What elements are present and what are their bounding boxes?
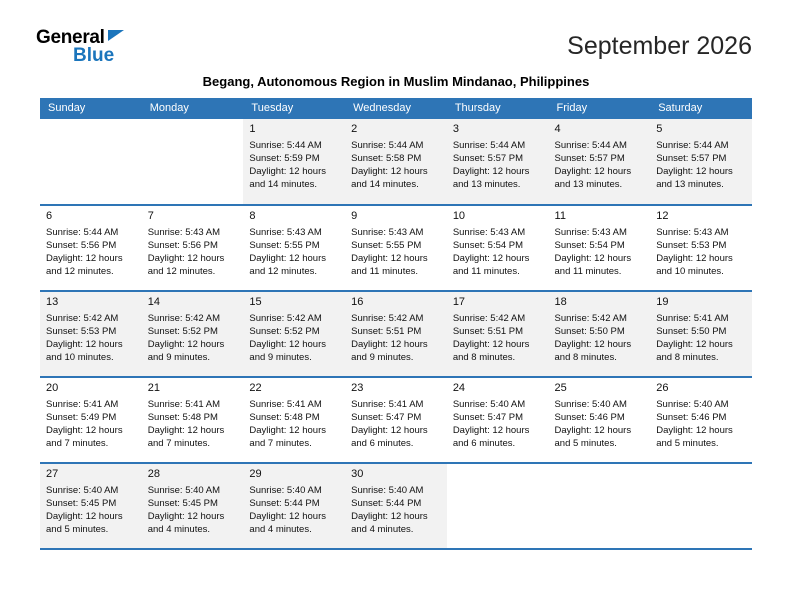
sunset-text: Sunset: 5:46 PM (554, 412, 625, 423)
weekday-sunday: Sunday (40, 98, 142, 119)
location-subtitle: Begang, Autonomous Region in Muslim Mindanao, Philippines (202, 74, 590, 89)
day-number: 2 (351, 123, 358, 135)
daylight-text: Daylight: 12 hours and 10 minutes. (656, 253, 733, 277)
weekday-tuesday: Tuesday (243, 98, 345, 119)
daylight-text: Daylight: 12 hours and 11 minutes. (554, 253, 632, 277)
sunrise-text: Sunrise: 5:40 AM (249, 485, 322, 496)
day-cell-16 (345, 291, 447, 377)
day-cell-17 (447, 291, 549, 377)
sunrise-text: Sunrise: 5:43 AM (452, 227, 526, 238)
daylight-text: Daylight: 12 hours and 7 minutes. (46, 425, 123, 449)
empty-day-cell (650, 463, 752, 549)
day-cell-28 (142, 463, 244, 549)
logo-flag-icon (108, 30, 124, 41)
day-cell-6 (40, 205, 142, 291)
sunrise-text: Sunrise: 5:42 AM (351, 313, 424, 324)
daylight-text: Daylight: 12 hours and 10 minutes. (46, 339, 123, 363)
day-number: 6 (46, 210, 53, 222)
daylight-text: Daylight: 12 hours and 14 minutes. (249, 166, 326, 190)
sunrise-text: Sunrise: 5:40 AM (351, 485, 424, 496)
day-number: 3 (452, 123, 459, 135)
logo (36, 28, 124, 65)
sunset-text: Sunset: 5:44 PM (249, 498, 320, 509)
sunset-text: Sunset: 5:57 PM (554, 153, 625, 164)
sunrise-text: Sunrise: 5:41 AM (656, 313, 729, 324)
day-cell-10 (447, 205, 549, 291)
daylight-text: Daylight: 12 hours and 13 minutes. (656, 166, 733, 190)
sunset-text: Sunset: 5:46 PM (656, 412, 727, 423)
day-number: 13 (46, 296, 59, 308)
day-cell-27 (40, 463, 142, 549)
sunrise-text: Sunrise: 5:43 AM (147, 227, 221, 238)
day-cell-29 (243, 463, 345, 549)
day-cell-15 (243, 291, 345, 377)
sunset-text: Sunset: 5:48 PM (147, 412, 218, 423)
daylight-text: Daylight: 12 hours and 5 minutes. (46, 511, 123, 535)
day-number: 4 (554, 123, 561, 135)
day-cell-23 (345, 377, 447, 463)
sunrise-text: Sunrise: 5:41 AM (147, 399, 221, 410)
day-number: 30 (351, 468, 364, 480)
sunset-text: Sunset: 5:51 PM (351, 326, 422, 337)
day-number: 22 (249, 382, 262, 394)
weekday-saturday: Saturday (650, 98, 752, 119)
sunset-text: Sunset: 5:58 PM (351, 153, 422, 164)
daylight-text: Daylight: 12 hours and 11 minutes. (452, 253, 530, 277)
sunrise-text: Sunrise: 5:40 AM (147, 485, 221, 496)
sunset-text: Sunset: 5:49 PM (46, 412, 117, 423)
sunrise-text: Sunrise: 5:40 AM (656, 399, 729, 410)
daylight-text: Daylight: 12 hours and 4 minutes. (249, 511, 326, 535)
calendar-table (40, 98, 752, 550)
sunrise-text: Sunrise: 5:42 AM (46, 313, 119, 324)
sunrise-text: Sunrise: 5:43 AM (249, 227, 322, 238)
day-number: 17 (452, 296, 466, 308)
sunset-text: Sunset: 5:57 PM (656, 153, 727, 164)
sunset-text: Sunset: 5:52 PM (147, 326, 218, 337)
weekday-monday: Monday (142, 98, 244, 119)
sunrise-text: Sunrise: 5:43 AM (554, 227, 627, 238)
day-cell-30 (345, 463, 447, 549)
day-number: 1 (249, 123, 256, 135)
sunset-text: Sunset: 5:53 PM (46, 326, 117, 337)
sunrise-text: Sunrise: 5:42 AM (554, 313, 627, 324)
daylight-text: Daylight: 12 hours and 9 minutes. (351, 339, 428, 363)
daylight-text: Daylight: 12 hours and 12 minutes. (46, 253, 123, 277)
weekday-header-row (40, 98, 752, 119)
daylight-text: Daylight: 12 hours and 14 minutes. (351, 166, 428, 190)
sunrise-text: Sunrise: 5:42 AM (452, 313, 526, 324)
day-number: 29 (249, 468, 262, 480)
sunrise-text: Sunrise: 5:44 AM (452, 140, 526, 151)
sunset-text: Sunset: 5:55 PM (249, 240, 320, 251)
day-number: 23 (351, 382, 364, 394)
daylight-text: Daylight: 12 hours and 7 minutes. (249, 425, 326, 449)
day-cell-9 (345, 205, 447, 291)
logo-text-blue: Blue (73, 45, 115, 66)
day-cell-2 (345, 119, 447, 205)
day-cell-21 (142, 377, 244, 463)
day-number: 10 (452, 210, 466, 222)
page-title: September 2026 (567, 32, 752, 60)
day-cell-4 (549, 119, 651, 205)
week-row-4 (40, 377, 752, 463)
week-row-5 (40, 463, 752, 549)
daylight-text: Daylight: 12 hours and 4 minutes. (351, 511, 428, 535)
day-cell-7 (142, 205, 244, 291)
day-cell-25 (549, 377, 651, 463)
sunrise-text: Sunrise: 5:44 AM (249, 140, 322, 151)
sunrise-text: Sunrise: 5:44 AM (46, 227, 119, 238)
day-number: 28 (147, 468, 160, 480)
day-number: 24 (452, 382, 466, 394)
daylight-text: Daylight: 12 hours and 8 minutes. (452, 339, 530, 363)
day-cell-5 (650, 119, 752, 205)
empty-day-cell (549, 463, 651, 549)
week-row-1 (40, 119, 752, 205)
sunset-text: Sunset: 5:47 PM (452, 412, 524, 423)
day-cell-12 (650, 205, 752, 291)
day-cell-18 (549, 291, 651, 377)
day-cell-24 (447, 377, 549, 463)
day-number: 19 (656, 296, 669, 308)
day-cell-3 (447, 119, 549, 205)
sunrise-text: Sunrise: 5:43 AM (351, 227, 424, 238)
day-cell-13 (40, 291, 142, 377)
daylight-text: Daylight: 12 hours and 13 minutes. (452, 166, 530, 190)
day-number: 21 (147, 382, 160, 394)
day-number: 26 (656, 382, 669, 394)
daylight-text: Daylight: 12 hours and 6 minutes. (351, 425, 428, 449)
day-cell-14 (142, 291, 244, 377)
day-cell-20 (40, 377, 142, 463)
calendar-body (40, 119, 752, 549)
daylight-text: Daylight: 12 hours and 5 minutes. (656, 425, 733, 449)
day-number: 14 (147, 296, 160, 308)
sunrise-text: Sunrise: 5:41 AM (249, 399, 322, 410)
calendar-head (40, 98, 752, 119)
sunset-text: Sunset: 5:50 PM (656, 326, 727, 337)
day-number: 16 (351, 296, 364, 308)
day-number: 11 (554, 210, 566, 222)
daylight-text: Daylight: 12 hours and 8 minutes. (554, 339, 632, 363)
sunrise-text: Sunrise: 5:42 AM (249, 313, 322, 324)
sunrise-text: Sunrise: 5:40 AM (554, 399, 627, 410)
sunset-text: Sunset: 5:59 PM (249, 153, 320, 164)
sunrise-text: Sunrise: 5:41 AM (351, 399, 424, 410)
page-header (0, 0, 792, 65)
sunset-text: Sunset: 5:53 PM (656, 240, 727, 251)
sunrise-text: Sunrise: 5:43 AM (656, 227, 729, 238)
day-cell-11 (549, 205, 651, 291)
empty-day-cell (447, 463, 549, 549)
sunrise-text: Sunrise: 5:41 AM (46, 399, 119, 410)
daylight-text: Daylight: 12 hours and 7 minutes. (147, 425, 225, 449)
day-number: 25 (554, 382, 567, 394)
weekday-friday: Friday (549, 98, 651, 119)
week-row-3 (40, 291, 752, 377)
logo-text-general: General (36, 27, 105, 48)
sunrise-text: Sunrise: 5:44 AM (554, 140, 627, 151)
sunset-text: Sunset: 5:57 PM (452, 153, 524, 164)
empty-day-cell (142, 119, 244, 205)
sunset-text: Sunset: 5:56 PM (46, 240, 117, 251)
sunrise-text: Sunrise: 5:44 AM (351, 140, 424, 151)
sunset-text: Sunset: 5:45 PM (147, 498, 218, 509)
day-cell-1 (243, 119, 345, 205)
day-cell-8 (243, 205, 345, 291)
daylight-text: Daylight: 12 hours and 6 minutes. (452, 425, 530, 449)
sunset-text: Sunset: 5:50 PM (554, 326, 625, 337)
daylight-text: Daylight: 12 hours and 9 minutes. (147, 339, 225, 363)
sunset-text: Sunset: 5:56 PM (147, 240, 218, 251)
day-number: 12 (656, 210, 669, 222)
sunset-text: Sunset: 5:44 PM (351, 498, 422, 509)
day-number: 15 (249, 296, 262, 308)
sunrise-text: Sunrise: 5:44 AM (656, 140, 729, 151)
daylight-text: Daylight: 12 hours and 5 minutes. (554, 425, 632, 449)
day-number: 27 (46, 468, 59, 480)
sunset-text: Sunset: 5:47 PM (351, 412, 422, 423)
day-number: 18 (554, 296, 567, 308)
sunset-text: Sunset: 5:52 PM (249, 326, 320, 337)
sunset-text: Sunset: 5:54 PM (554, 240, 625, 251)
sunrise-text: Sunrise: 5:42 AM (147, 313, 221, 324)
day-number: 5 (656, 123, 663, 135)
daylight-text: Daylight: 12 hours and 9 minutes. (249, 339, 326, 363)
daylight-text: Daylight: 12 hours and 12 minutes. (249, 253, 326, 277)
daylight-text: Daylight: 12 hours and 12 minutes. (147, 253, 225, 277)
empty-day-cell (40, 119, 142, 205)
daylight-text: Daylight: 12 hours and 11 minutes. (351, 253, 428, 277)
daylight-text: Daylight: 12 hours and 13 minutes. (554, 166, 632, 190)
day-cell-26 (650, 377, 752, 463)
sunset-text: Sunset: 5:55 PM (351, 240, 422, 251)
week-row-2 (40, 205, 752, 291)
sunset-text: Sunset: 5:54 PM (452, 240, 524, 251)
day-number: 8 (249, 210, 256, 222)
sunrise-text: Sunrise: 5:40 AM (46, 485, 119, 496)
day-cell-22 (243, 377, 345, 463)
day-number: 9 (351, 210, 358, 222)
day-number: 20 (46, 382, 59, 394)
sunset-text: Sunset: 5:45 PM (46, 498, 117, 509)
daylight-text: Daylight: 12 hours and 8 minutes. (656, 339, 733, 363)
day-number: 7 (147, 210, 154, 222)
daylight-text: Daylight: 12 hours and 4 minutes. (147, 511, 225, 535)
day-cell-19 (650, 291, 752, 377)
weekday-wednesday: Wednesday (345, 98, 447, 119)
sunset-text: Sunset: 5:51 PM (452, 326, 524, 337)
weekday-thursday: Thursday (447, 98, 549, 119)
sunset-text: Sunset: 5:48 PM (249, 412, 320, 423)
sunrise-text: Sunrise: 5:40 AM (452, 399, 526, 410)
